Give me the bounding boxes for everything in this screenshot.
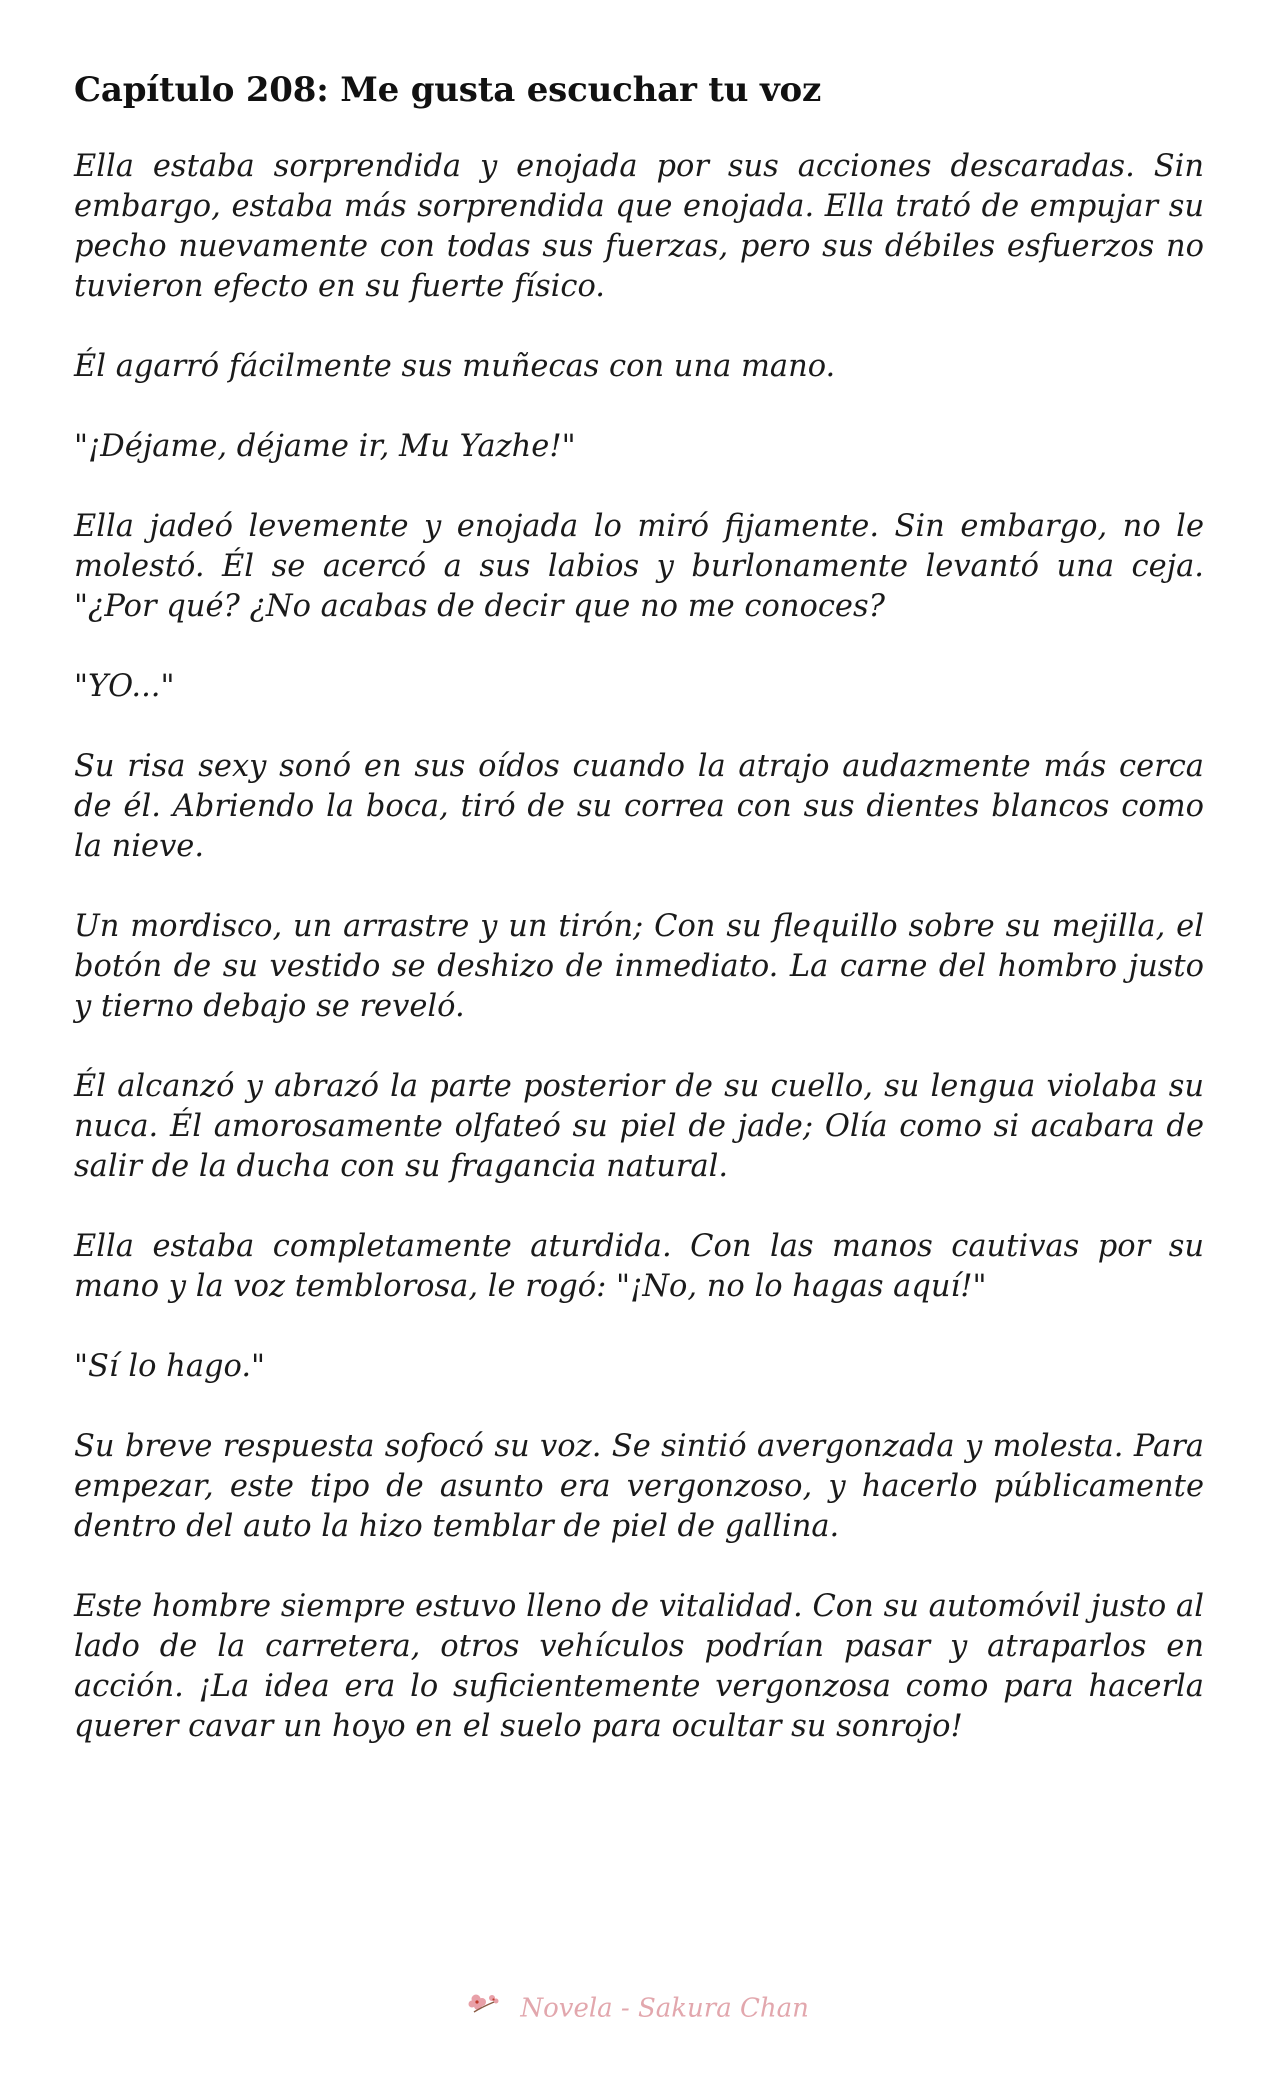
paragraph: Ella estaba sorprendida y enojada por sus acciones descaradas. Sin embargo, estaba más sorprendida que enojada. Ella trató de empujar su pecho nuevamente con todas sus fuerzas, pero sus débiles esfuerzos no tuvieron efecto en su fuerte físico. (74, 148, 1204, 304)
paragraph: Ella estaba completamente aturdida. Con las manos cautivas por su mano y la voz temblorosa, le rogó: "¡No, no lo hagas aquí!" (74, 1228, 1204, 1304)
paragraph: Este hombre siempre estuvo lleno de vitalidad. Con su automóvil justo al lado de la carretera, otros vehículos podrían pasar y atraparlos en acción. ¡La idea era lo suficientemente vergonzosa como para hacerla querer cavar un hoyo en el suelo para ocultar su sonrojo! (74, 1588, 1204, 1744)
paragraph: Él agarró fácilmente sus muñecas con una mano. (74, 348, 836, 384)
watermark (0, 1990, 1275, 2027)
paragraph: "YO..." (74, 668, 175, 704)
paragraph: Él alcanzó y abrazó la parte posterior de su cuello, su lengua violaba su nuca. Él amorosamente olfateó su piel de jade; Olía como si acabara de salir de la ducha con su fragancia natural. (74, 1068, 1204, 1184)
chapter-page (74, 70, 1204, 1787)
paragraph: Su risa sexy sonó en sus oídos cuando la atrajo audazmente más cerca de él. Abriendo la boca, tiró de su correa con sus dientes blancos como la nieve. (74, 748, 1204, 864)
watermark-text: Novela - Sakura Chan (520, 1993, 809, 2024)
paragraph: "¡Déjame, déjame ir, Mu Yazhe!" (74, 428, 576, 464)
chapter-title: Capítulo 208: Me gusta escuchar tu voz (74, 70, 822, 110)
paragraph: Ella jadeó levemente y enojada lo miró fijamente. Sin embargo, no le molestó. Él se acercó a sus labios y burlonamente levantó una ceja. "¿Por qué? ¿No acabas de decir que no me conoces? (74, 508, 1204, 624)
paragraph: Su breve respuesta sofocó su voz. Se sintió avergonzada y molesta. Para empezar, este tipo de asunto era vergonzoso, y hacerlo públicamente dentro del auto la hizo temblar de piel de gallina. (74, 1428, 1204, 1544)
sakura-flower-icon (466, 1990, 502, 2027)
paragraph: "Sí lo hago." (74, 1348, 266, 1384)
paragraph: Un mordisco, un arrastre y un tirón; Con su flequillo sobre su mejilla, el botón de su vestido se deshizo de inmediato. La carne del hombro justo y tierno debajo se reveló. (74, 908, 1204, 1024)
